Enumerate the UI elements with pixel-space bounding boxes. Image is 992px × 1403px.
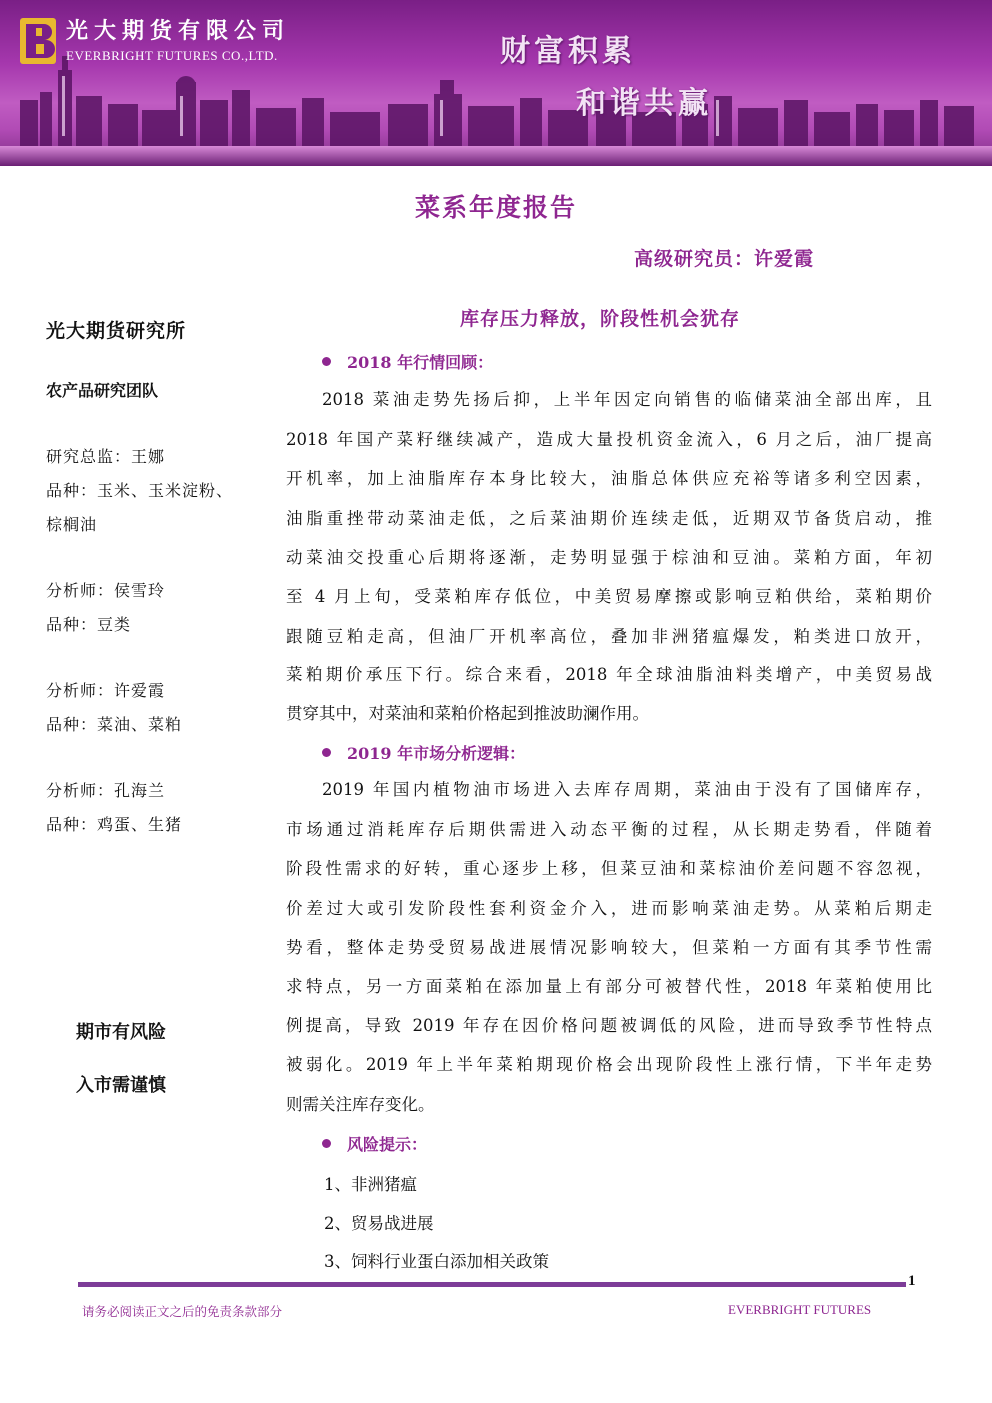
paragraph-line: 2018 菜油走势先扬后抑，上半年因定向销售的临储菜油全部出库，且 [322, 390, 932, 409]
risk-warning-2: 入市需谨慎 [76, 1075, 166, 1096]
slogan-line-1: 财富积累 [500, 34, 636, 69]
section-heading: 2018 年行情回顾： [322, 350, 493, 373]
paragraph-line: 求特点，另一方面菜粕在添加量上有部分可被替代性，2018 年菜粕使用比 [286, 977, 932, 996]
paragraph-line: 阶段性需求的好转，重心逐步上移，但菜豆油和菜棕油价差问题不容忽视， [286, 859, 932, 878]
institute-name: 光大期货研究所 [46, 320, 187, 342]
variety-line: 品种：鸡蛋、生猪 [46, 815, 183, 834]
paragraph-line: 至 4 月上旬，受菜粕库存低位，中美贸易摩擦或影响豆粕供给，菜粕期价 [286, 587, 932, 606]
paragraph-line: 动菜油交投重心后期将逐渐，走势明显强于棕油和豆油。菜粕方面，年初 [286, 548, 932, 567]
bullet-dot-icon [322, 357, 331, 366]
risk-item: 1、非洲猪瘟 [324, 1175, 417, 1194]
section-heading: 2019 年市场分析逻辑： [322, 741, 525, 764]
company-name-cn: 光大期货有限公司 [66, 19, 291, 44]
paragraph-line: 被弱化。2019 年上半年菜粕期现价格会出现阶段性上涨行情，下半年走势 [286, 1055, 932, 1074]
variety-line-cont: 棕榈油 [46, 515, 98, 534]
bullet-dot-icon [322, 1139, 331, 1148]
team-name: 农产品研究团队 [46, 381, 159, 400]
paragraph-line: 跟随豆粕走高，但油厂开机率高位，叠加非洲猪瘟爆发，粕类进口放开， [286, 627, 932, 646]
header-banner [0, 0, 992, 166]
section-heading: 风险提示： [322, 1132, 427, 1155]
paragraph-line: 油脂重挫带动菜油走低，之后菜油期价连续走低，近期双节备货启动，推 [286, 509, 932, 528]
paragraph-line: 菜粕期价承压下行。综合来看，2018 年全球油脂油料类增产，中美贸易战 [286, 665, 932, 684]
paragraph-line: 2018 年国产菜籽继续减产，造成大量投机资金流入，6 月之后，油厂提高 [286, 430, 932, 449]
analyst-line: 分析师：侯雪玲 [46, 581, 166, 600]
paragraph-line: 价差过大或引发阶段性套利资金介入，进而影响菜油走势。从菜粕后期走 [286, 899, 932, 918]
paragraph-line: 开机率，加上油脂库存本身比较大，油脂总体供应充裕等诸多利空因素， [286, 469, 932, 488]
paragraph-line: 例提高，导致 2019 年存在因价格问题被调低的风险，进而导致季节性特点 [286, 1016, 932, 1035]
disclaimer-note: 请务必阅读正文之后的免责条款部分 [82, 1304, 283, 1319]
page-number: 1 [908, 1273, 916, 1289]
company-name-en: EVERBRIGHT FUTURES CO.,LTD. [66, 48, 278, 63]
analyst-line: 分析师：孔海兰 [46, 781, 166, 800]
footer-brand: EVERBRIGHT FUTURES [728, 1302, 872, 1317]
risk-warning-1: 期市有风险 [76, 1022, 166, 1043]
paragraph-line: 市场通过消耗库存后期供需进入动态平衡的过程，从长期走势看，伴随着 [286, 820, 932, 839]
paragraph-line: 贯穿其中，对菜油和菜粕价格起到推波助澜作用。 [286, 704, 649, 723]
bullet-dot-icon [322, 748, 331, 757]
report-subtitle: 库存压力释放，阶段性机会犹存 [460, 308, 741, 330]
risk-item: 2、贸易战进展 [324, 1214, 434, 1233]
paragraph-line: 则需关注库存变化。 [286, 1095, 435, 1114]
variety-line: 品种：玉米、玉米淀粉、 [46, 481, 234, 500]
report-title: 菜系年度报告 [414, 193, 577, 222]
footer-rule [78, 1282, 906, 1287]
risk-item: 3、饲料行业蛋白添加相关政策 [324, 1252, 549, 1271]
company-logo-icon [20, 18, 56, 64]
paragraph-line: 2019 年国内植物油市场进入去库存周期，菜油由于没有了国储库存， [322, 780, 932, 799]
variety-line: 品种：豆类 [46, 615, 132, 634]
paragraph-line: 势看，整体走势受贸易战进展情况影响较大，但菜粕一方面有其季节性需 [286, 938, 932, 957]
director-line: 研究总监：王娜 [46, 447, 166, 466]
slogan-line-2: 和谐共赢 [576, 86, 712, 121]
researcher-name: 高级研究员：许爱霞 [634, 248, 815, 270]
analyst-line: 分析师：许爱霞 [46, 681, 166, 700]
variety-line: 品种：菜油、菜粕 [46, 715, 183, 734]
